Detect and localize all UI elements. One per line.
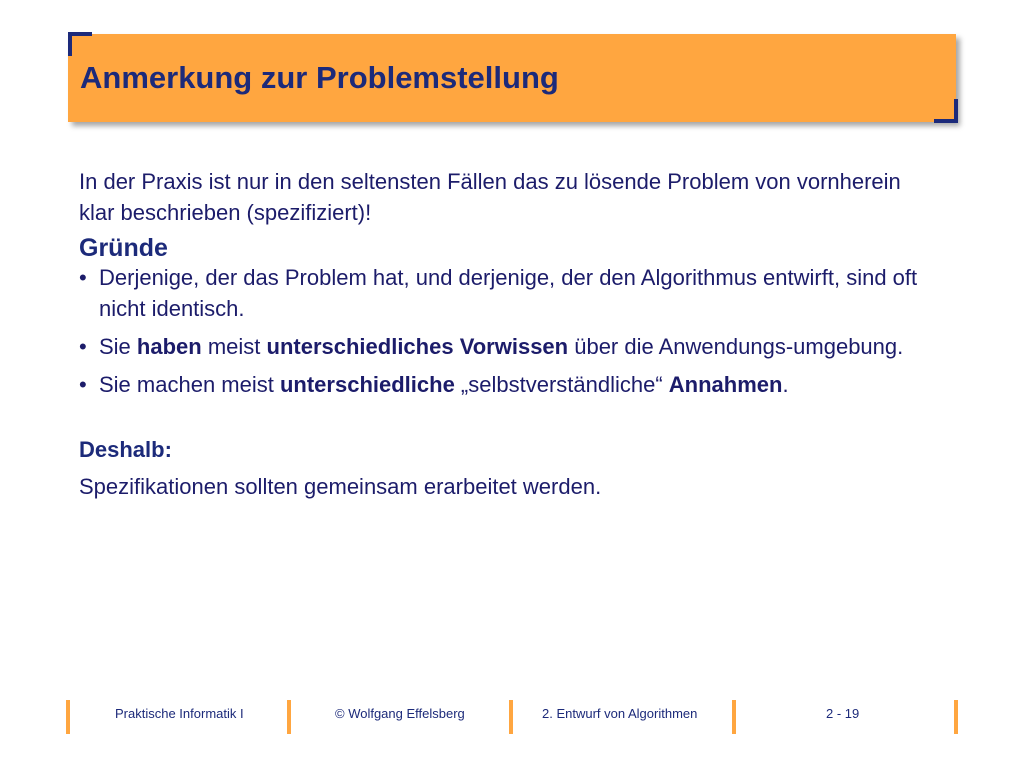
slide-footer <box>0 698 1024 738</box>
reason-emphasis: unterschiedliches Vorwissen <box>266 334 569 359</box>
reason-emphasis: Annahmen <box>668 372 783 397</box>
reason-text: Sie <box>99 334 137 359</box>
footer-page-number: 2 - 19 <box>826 706 860 721</box>
reason-text: Sie machen meist <box>99 372 280 397</box>
footer-divider <box>509 700 513 734</box>
reasons-heading: Gründe <box>79 234 168 262</box>
reason-text: „selbstverständliche“ <box>454 372 669 397</box>
title-bar <box>68 34 956 122</box>
intro-text: In der Praxis ist nur in den seltensten Fällen das zu lösende Problem von vornherein klar beschrieben (spezifiziert)! <box>79 169 901 225</box>
reason-text: über die Anwendungs-umgebung. <box>568 334 904 359</box>
footer-chapter: 2. Entwurf von Algorithmen <box>542 706 698 721</box>
footer-divider <box>732 700 736 734</box>
footer-divider <box>954 700 958 734</box>
list-item <box>79 331 939 362</box>
title-corner-top-left <box>68 32 92 56</box>
list-item <box>79 369 939 400</box>
reason-text: Derjenige, der das Problem hat, und derjenige, der den Algorithmus entwirft, sind oft nicht identisch. <box>99 265 918 321</box>
reasons-list <box>79 262 939 400</box>
reason-text: meist <box>201 334 267 359</box>
footer-author: © Wolfgang Effelsberg <box>335 706 465 721</box>
conclusion-label: Deshalb: <box>79 437 172 462</box>
reason-text: . <box>782 372 789 397</box>
slide-content <box>79 166 939 502</box>
list-item <box>79 262 939 324</box>
footer-divider <box>66 700 70 734</box>
footer-course: Praktische Informatik I <box>115 706 244 721</box>
slide-title: Anmerkung zur Problemstellung <box>80 60 559 95</box>
footer-divider <box>287 700 291 734</box>
reason-emphasis: unterschiedliche <box>279 372 455 397</box>
conclusion-text: Spezifikationen sollten gemeinsam erarbeitet werden. <box>79 474 602 499</box>
reason-emphasis: haben <box>136 334 202 359</box>
title-corner-bottom-right <box>934 99 958 123</box>
